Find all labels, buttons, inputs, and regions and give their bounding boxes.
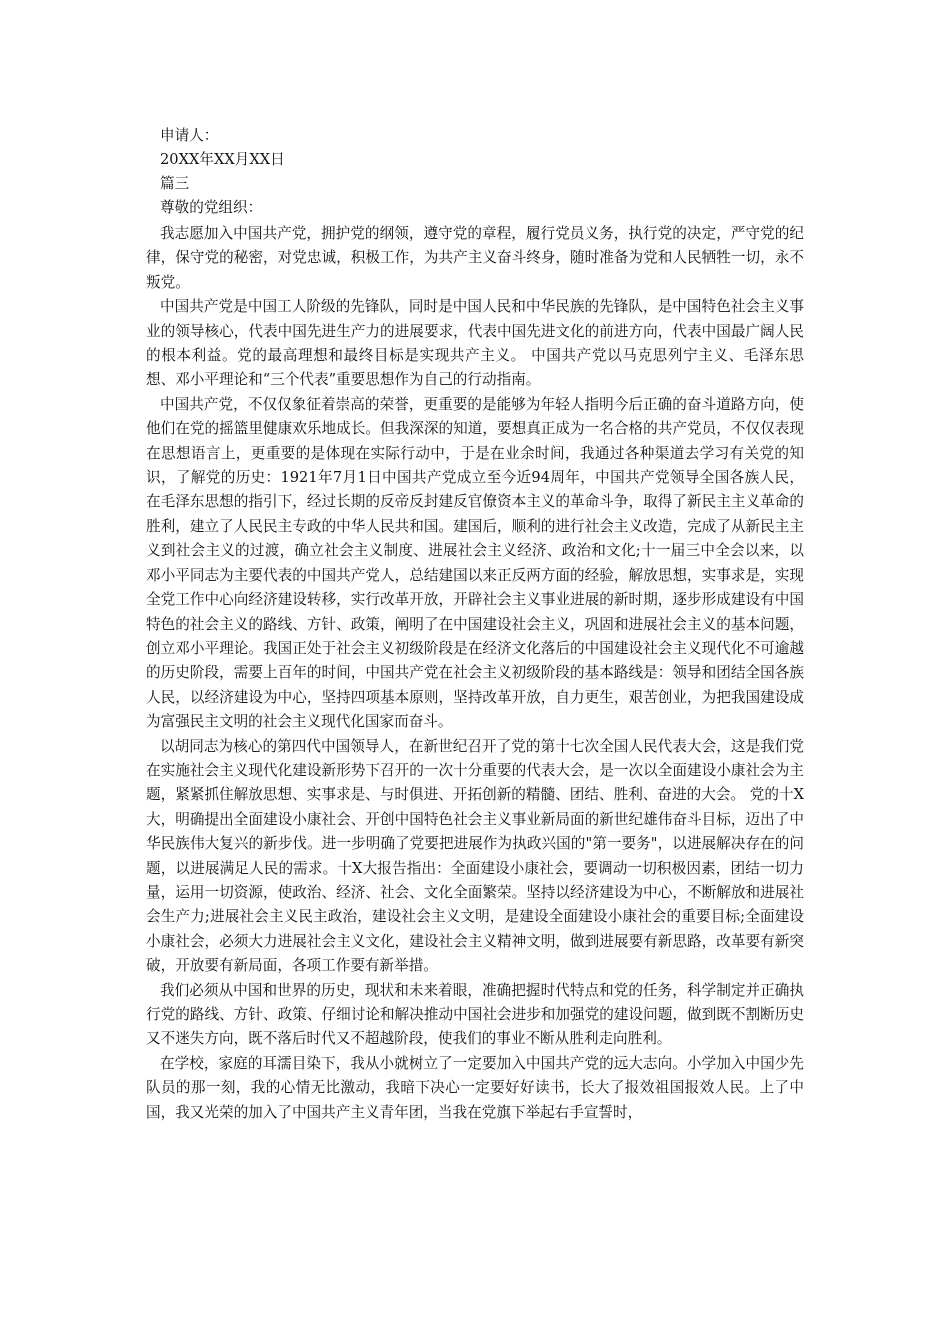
applicant-label: 申请人：	[160, 127, 219, 144]
paragraph: 在学校，家庭的耳濡目染下，我从小就树立了一定要加入中国共产党的远大志向。小学加入中国少先队员的那一刻，我的心情无比激动，我暗下决心一定要好好读书，长大了报效祖国报效人民。上了中国，我又光荣的加入了中国共产主义青年团，当我在党旗下举起右手宣誓时，	[146, 1054, 804, 1121]
paragraph: 我们必须从中国和世界的历史，现状和未来着眼，准确把握时代特点和党的任务，科学制定并正确执行党的路线、方针、政策、仔细讨论和解决推动中国社会进步和加强党的建设问题，做到既不割断历史又不迷失方向，既不落后时代又不超越阶段，使我们的事业不断从胜利走向胜利。	[146, 981, 804, 1048]
date-line: 20XX年XX月XX日	[160, 151, 285, 168]
paragraph: 我志愿加入中国共产党，拥护党的纲领，遵守党的章程，履行党员义务，执行党的决定，严守党的纪律，保守党的秘密，对党忠诚，积极工作，为共产主义奋斗终身，随时准备为党和人民牺牲一切，永不叛党。	[146, 225, 804, 291]
paragraph: 以胡同志为核心的第四代中国领导人，在新世纪召开了党的第十七次全国人民代表大会，这是我们党在实施社会主义现代化建设新形势下召开的一次十分重要的代表大会，是一次以全面建设小康社会为主题，紧紧抓住解放思想、实事求是、与时俱进、开拓创新的精髓、团结、胜利、奋进的大会。 党的十X大，明确提出全面建设小康社会、开创中国特色社会主义事业新局面的新世纪雄伟奋斗目标，迈出了中华民族伟大复兴的新步伐。进一步明确了党要把进展作为执政兴国的"第一要务"，以进展解决存在的问题，以进展满足人民的需求。十X大报告指出：全面建设小康社会，要调动一切积极因素，团结一切力量，运用一切资源，使政治、经济、社会、文化全面繁荣。坚持以经济建设为中心，不断解放和进展社会生产力;进展社会主义民主政治，建设社会主义文明，是建设全面建设小康社会的重要目标;全面建设小康社会，必须大力进展社会主义文化，建设社会主义精神文明，做到进展要有新思路，改革要有新突破，开放要有新局面，各项工作要有新举措。	[146, 737, 804, 975]
paragraph: 中国共产党，不仅仅象征着崇高的荣誉，更重要的是能够为年轻人指明今后正确的奋斗道路方向，使他们在党的摇篮里健康欢乐地成长。但我深深的知道，要想真正成为一名合格的共产党员，不仅仅表现在思想语言上，更重要的是体现在实际行动中，于是在业余时间，我通过各种渠道去学习有关党的知识，了解党的历史：1921年7月1日中国共产党成立至今近94周年，中国共产党领导全国各族人民，在毛泽东思想的指引下，经过长期的反帝反封建反官僚资本主义的革命斗争，取得了新民主主义革命的胜利，建立了人民民主专政的中华人民共和国。建国后，顺利的进行社会主义改造，完成了从新民主主义到社会主义的过渡，确立社会主义制度、进展社会主义经济、政治和文化;十一届三中全会以来，以邓小平同志为主要代表的中国共产党人，总结建国以来正反两方面的经验，解放思想，实事求是，实现全党工作中心向经济建设转移，实行改革开放，开辟社会主义事业进展的新时期，逐步形成建设有中国特色的社会主义的路线、方针、政策，阐明了在中国建设社会主义，巩固和进展社会主义的基本问题，创立邓小平理论。我国正处于社会主义初级阶段是在经济文化落后的中国建设社会主义现代化不可逾越的历史阶段，需要上百年的时间，中国共产党在社会主义初级阶段的基本路线是：领导和团结全国各族人民，以经济建设为中心，坚持四项基本原则，坚持改革开放，自力更生，艰苦创业，为把我国建设成为富强民主文明的社会主义现代化国家而奋斗。	[146, 395, 804, 731]
section-heading: 篇三	[160, 175, 190, 192]
salutation: 尊敬的党组织：	[160, 199, 263, 216]
paragraph: 中国共产党是中国工人阶级的先锋队，同时是中国人民和中华民族的先锋队，是中国特色社会主义事业的领导核心，代表中国先进生产力的进展要求，代表中国先进文化的前进方向，代表中国最广阔人民的根本利益。党的最高理想和最终目标是实现共产主义。 中国共产党以马克思列宁主义、毛泽东思想、邓小平理论和“三个代表”重要思想作为自己的行动指南。	[146, 298, 804, 389]
